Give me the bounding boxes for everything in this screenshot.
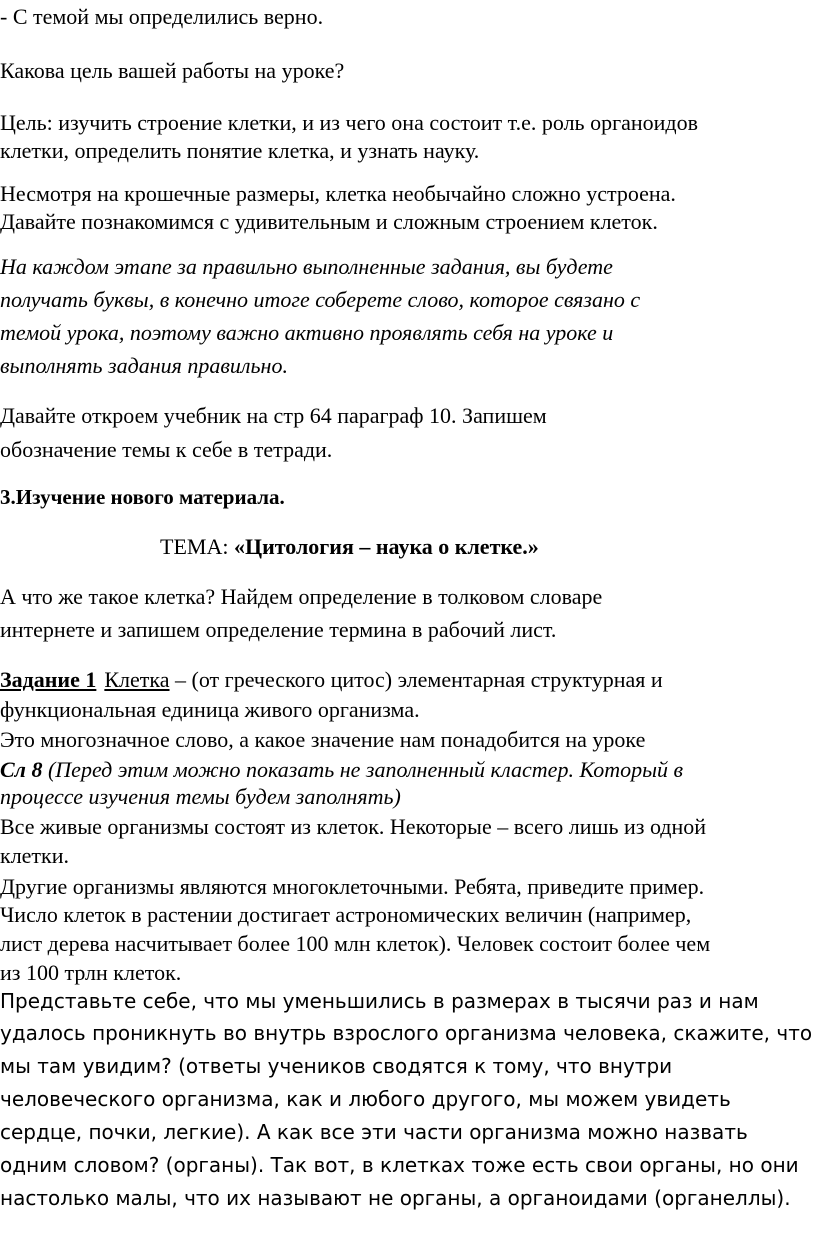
question-line-2: интернете и запишем определение термина в рабочий лист. [0, 617, 557, 642]
goal-question: Какова цель вашей работы на уроке? [0, 58, 345, 83]
slide-note-line-2: процессе изучения темы будем заполнять) [0, 784, 401, 809]
game-rules-line-2: получать буквы, в конечно итоге соберете слово, которое связано с [0, 287, 641, 312]
task1-label: Задание 1 [0, 667, 97, 692]
goal-line-1: Цель: изучить строение клетки, и из чего она состоит т.е. роль органоидов [0, 110, 698, 135]
imagine-line-3: мы там увидим? (ответы учеников сводятся к тому, что внутри [0, 1054, 673, 1078]
topic-name: «Цитология – наука о клетке.» [233, 534, 539, 559]
topic-prefix: ТЕМА: [160, 534, 234, 559]
task1-definition: – (от греческого цитос) элементарная структурная и [169, 667, 663, 692]
slide-note-line-1 [0, 757, 683, 783]
game-rules-line-4: выполнять задания правильно. [0, 353, 288, 378]
section-heading: 3.Изучение нового материала. [0, 485, 285, 509]
slide-note: (Перед этим можно показать не заполненный кластер. Который в [42, 757, 684, 782]
intro-line-1: Несмотря на крошечные размеры, клетка необычайно сложно устроена. [0, 181, 676, 206]
game-rules-line-3: темой урока, поэтому важно активно проявлять себя на уроке и [0, 320, 614, 345]
imagine-line-4: человеческого организма, как и любого другого, мы можем увидеть [0, 1087, 731, 1111]
imagine-line-2: удалось проникнуть во внутрь взрослого организма человека, скажите, что [0, 1021, 813, 1045]
organisms-line-2: клетки. [0, 843, 70, 868]
goal-line-2: клетки, определить понятие клетка, и узнать науку. [0, 138, 480, 163]
imagine-line-1: Представьте себе, что мы уменьшились в размерах в тысячи раз и нам [0, 989, 759, 1013]
slide-number: Сл 8 [0, 757, 43, 782]
textbook-line-2: обозначение темы к себе в тетради. [0, 437, 333, 462]
organisms-line-3: Другие организмы являются многоклеточными. Ребята, приведите пример. [0, 874, 705, 899]
intro-remark: - С темой мы определились верно. [0, 4, 324, 29]
textbook-line-1: Давайте откроем учебник на стр 64 параграф 10. Запишем [0, 403, 547, 428]
imagine-line-5: сердце, почки, легкие). А как все эти части организма можно назвать [0, 1120, 748, 1144]
organisms-line-1: Все живые организмы состоят из клеток. Некоторые – всего лишь из одной [0, 814, 707, 839]
topic-title [160, 534, 539, 560]
task1-line-1 [0, 667, 663, 693]
task1-line-3: Это многозначное слово, а какое значение нам понадобится на уроке [0, 727, 646, 752]
imagine-line-6: одним словом? (органы). Так вот, в клетках тоже есть свои органы, но они [0, 1153, 799, 1177]
task1-term: Клетка [104, 667, 170, 692]
imagine-line-7: настолько малы, что их называют не органы, а органоидами (органеллы). [0, 1186, 791, 1210]
intro-line-2: Давайте познакомимся с удивительным и сложным строением клеток. [0, 209, 658, 234]
organisms-line-4: Число клеток в растении достигает астрономических величин (например, [0, 902, 692, 927]
question-line-1: А что же такое клетка? Найдем определение в толковом словаре [0, 584, 603, 609]
task1-line-2: функциональная единица живого организма. [0, 697, 420, 722]
game-rules-line-1: На каждом этапе за правильно выполненные задания, вы будете [0, 254, 613, 279]
organisms-line-5: лист дерева насчитывает более 100 млн клеток). Человек состоит более чем [0, 931, 711, 956]
organisms-line-6: из 100 трлн клеток. [0, 960, 182, 985]
